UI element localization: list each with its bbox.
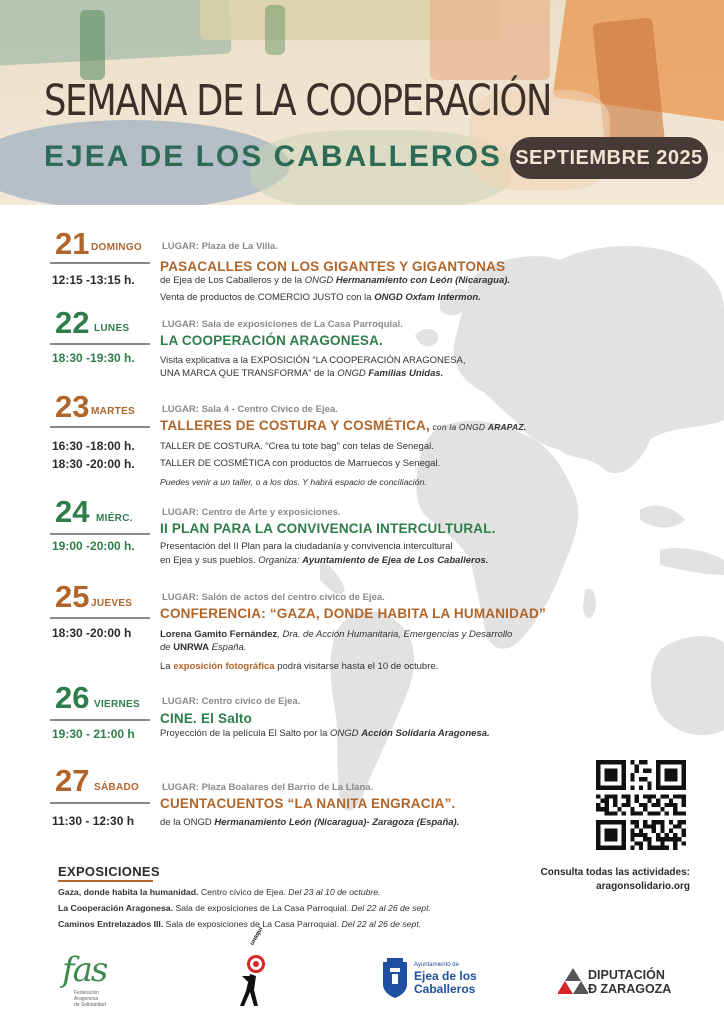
shield-icon bbox=[382, 958, 408, 998]
ayuntamiento-logo bbox=[382, 956, 502, 1006]
unaqui-logo-icon bbox=[228, 946, 278, 1008]
desc-text: Venta de productos de COMERCIO JUSTO con la bbox=[160, 292, 375, 303]
desc-org: ARAPAZ. bbox=[487, 422, 527, 432]
event-location: LUGAR: Sala de exposiciones de La Casa Parroquial. bbox=[162, 319, 403, 330]
event-location: LUGAR: Centro de Arte y exposiciones. bbox=[162, 507, 341, 518]
event-description bbox=[160, 554, 488, 567]
ayto-name-line: Caballeros bbox=[414, 982, 476, 996]
event-title: CONFERENCIA: “GAZA, DONDE HABITA LA HUMANIDAD” bbox=[160, 606, 546, 621]
expo-name: La Cooperación Aragonesa. bbox=[58, 903, 174, 913]
event-day-number: 21 bbox=[55, 226, 90, 261]
expo-place: Centro cívico de Ejea. bbox=[198, 887, 289, 897]
ayto-small-text: Ayuntamiento de bbox=[414, 962, 459, 968]
consulta-block bbox=[541, 866, 691, 894]
consulta-text: Consulta todas las actividades: bbox=[540, 867, 690, 878]
expo-place: Sala de exposiciones de La Casa Parroquial. bbox=[163, 919, 342, 929]
event-title: PASACALLES CON LOS GIGANTES Y GIGANTONAS bbox=[160, 259, 506, 274]
event-time: 19:00 -20:00 h. bbox=[52, 539, 135, 553]
desc-org: Ayuntamiento de Ejea de Los Caballeros. bbox=[302, 555, 489, 566]
event-time: 18:30 -19:30 h. bbox=[52, 351, 135, 365]
expo-dates: Del 22 al 26 de sept. bbox=[341, 919, 422, 929]
diputacion-line: DIPUTACIÓN bbox=[588, 968, 665, 982]
expo-dates: Del 23 al 10 de octubre. bbox=[288, 887, 381, 897]
event-description bbox=[160, 660, 438, 673]
ayto-name bbox=[414, 970, 477, 996]
divider bbox=[50, 617, 150, 619]
event-description: Visita explicativa a la EXPOSICIÓN “LA COOPERACIÓN ARAGONESA, bbox=[160, 355, 466, 366]
event-title-text: TALLERES DE COSTURA Y COSMÉTICA, bbox=[160, 418, 430, 433]
triangles-icon bbox=[558, 966, 588, 996]
event-day-number: 26 bbox=[55, 680, 90, 715]
expo-item bbox=[58, 919, 421, 929]
fas-caption-line: Federación bbox=[74, 990, 100, 996]
divider bbox=[58, 880, 153, 882]
diputacion-line: Ð ZARAGOZA bbox=[588, 982, 672, 996]
event-day-name: MIÉRC. bbox=[96, 513, 133, 524]
event-location: LUGAR: Salón de actos del centro cívico de Ejea. bbox=[162, 592, 385, 603]
unaqui-logo-text: unaquí bbox=[249, 926, 265, 947]
event-day-name: MARTES bbox=[91, 406, 136, 417]
event-time: 18:30 -20:00 h bbox=[52, 626, 132, 640]
event-day-number: 27 bbox=[55, 763, 90, 798]
event-location: LUGAR: Plaza de La Villa. bbox=[162, 241, 278, 252]
event-title: CUENTACUENTOS “LA NANITA ENGRACIA”. bbox=[160, 796, 456, 811]
event-description: TALLER DE COSMÉTICA con productos de Marruecos y Senegal. bbox=[160, 458, 441, 469]
speaker-name: Lorena Gamito Fernández bbox=[160, 629, 278, 640]
event-day-name: SÁBADO bbox=[94, 782, 140, 793]
page-subtitle: EJEA DE LOS CABALLEROS bbox=[44, 140, 502, 173]
desc-org: Hermanamiento León (Nicaragua)- Zaragoza (España). bbox=[214, 817, 460, 828]
header-banner bbox=[0, 0, 724, 205]
divider bbox=[50, 262, 150, 264]
desc-org: Acción Solidaria Aragonesa. bbox=[361, 728, 490, 739]
event-description bbox=[160, 641, 246, 654]
divider bbox=[50, 719, 150, 721]
desc-text: , Dra. de Acción Humanitaria, Emergencias y Desarrollo bbox=[277, 629, 513, 640]
event-title: LA COOPERACIÓN ARAGONESA. bbox=[160, 333, 384, 348]
paint-stroke bbox=[265, 5, 285, 55]
desc-text: de Ejea de Los Caballeros y de la bbox=[160, 275, 305, 286]
desc-text: La bbox=[160, 661, 174, 672]
event-time: 18:30 -20:00 h. bbox=[52, 457, 135, 471]
event-description: TALLER DE COSTURA. “Crea tu tote bag” con telas de Senegal. bbox=[160, 441, 434, 452]
diputacion-logo bbox=[558, 966, 688, 1000]
diputacion-text bbox=[588, 968, 671, 996]
event-note: Puedes venir a un taller, o a los dos. Y habrá espacio de conciliación. bbox=[160, 477, 427, 487]
expo-name: Caminos Entrelazados III. bbox=[58, 919, 164, 929]
highlight-text: exposición fotográfica bbox=[173, 661, 275, 672]
page-title: SEMANA DE LA COOPERACIÓN bbox=[44, 76, 552, 126]
divider bbox=[50, 802, 150, 804]
event-day-name: VIERNES bbox=[94, 699, 141, 710]
desc-text: España. bbox=[208, 642, 247, 653]
event-title: II PLAN PARA LA CONVIVENCIA INTERCULTURAL. bbox=[160, 521, 496, 536]
exposiciones-heading: EXPOSICIONES bbox=[58, 864, 160, 879]
website-link[interactable]: aragonsolidario.org bbox=[596, 881, 690, 892]
event-location: LUGAR: Plaza Boalares del Barrio de La Llana. bbox=[162, 782, 374, 793]
fas-caption-line: Aragonesa bbox=[74, 996, 99, 1002]
unaqui-logo bbox=[228, 926, 278, 1008]
event-title-suffix: con la ONGD bbox=[429, 422, 488, 432]
event-day-name: JUEVES bbox=[91, 598, 133, 609]
event-day-number: 25 bbox=[55, 579, 90, 614]
desc-org: UNRWA bbox=[173, 642, 209, 653]
expo-place: Sala de exposiciones de La Casa Parroquial. bbox=[173, 903, 352, 913]
desc-text: UNA MARCA QUE TRANSFORMA” de la bbox=[160, 368, 338, 379]
fas-logo bbox=[62, 950, 106, 1008]
expo-item bbox=[58, 887, 381, 897]
fas-logo-caption bbox=[74, 990, 106, 1008]
paint-stroke bbox=[80, 10, 105, 80]
event-location: LUGAR: Sala 4 - Centro Cívico de Ejea. bbox=[162, 404, 338, 415]
date-badge: SEPTIEMBRE 2025 bbox=[510, 137, 708, 179]
event-day-name: LUNES bbox=[94, 323, 130, 334]
qr-code[interactable] bbox=[596, 760, 686, 850]
event-description: Presentación del II Plan para la ciudadanía y convivencia intercultural bbox=[160, 541, 453, 552]
event-location: LUGAR: Centro cívico de Ejea. bbox=[162, 696, 301, 707]
desc-org: Familias Unidas. bbox=[368, 368, 444, 379]
expo-item bbox=[58, 903, 431, 913]
event-description bbox=[160, 291, 481, 304]
desc-text: podrá visitarse hasta el 10 de octubre. bbox=[274, 661, 439, 672]
expo-name: Gaza, donde habita la humanidad. bbox=[58, 887, 199, 897]
desc-org: Hermanamiento con León (Nicaragua). bbox=[335, 275, 511, 286]
event-day-number: 22 bbox=[55, 305, 90, 340]
ayto-name-line: Ejea de los bbox=[414, 969, 477, 983]
divider bbox=[50, 533, 150, 535]
event-day-name: DOMINGO bbox=[91, 242, 142, 253]
event-time: 19:30 - 21:00 h bbox=[52, 727, 135, 741]
desc-text: ONGD bbox=[337, 368, 369, 379]
event-time: 12:15 -13:15 h. bbox=[52, 273, 135, 287]
desc-text: de bbox=[160, 642, 174, 653]
event-time: 16:30 -18:00 h. bbox=[52, 439, 135, 453]
event-day-number: 24 bbox=[55, 494, 90, 529]
event-title: CINE. El Salto bbox=[160, 711, 253, 726]
paint-stroke bbox=[430, 0, 550, 80]
desc-org: ONGD Oxfam Intermon. bbox=[374, 292, 481, 303]
divider bbox=[50, 343, 150, 345]
desc-text: de la ONGD bbox=[160, 817, 215, 828]
expo-dates: Del 22 al 26 de sept. bbox=[351, 903, 431, 913]
event-description bbox=[160, 816, 459, 829]
fas-logo-text: fas bbox=[62, 950, 107, 990]
event-description bbox=[160, 274, 510, 287]
desc-text: ONGD bbox=[304, 275, 336, 286]
event-time: 11:30 - 12:30 h bbox=[52, 814, 135, 828]
event-description bbox=[160, 367, 443, 380]
event-title bbox=[160, 418, 526, 433]
divider bbox=[50, 426, 150, 428]
event-day-number: 23 bbox=[55, 389, 90, 424]
event-description bbox=[160, 628, 512, 641]
event-description bbox=[160, 727, 490, 740]
desc-text: en Ejea y sus pueblos. bbox=[160, 555, 259, 566]
fas-caption-line: de Solidaridad bbox=[74, 1002, 106, 1008]
paint-stroke bbox=[0, 0, 232, 66]
desc-text: ONGD bbox=[330, 728, 362, 739]
desc-text: Proyección de la película El Salto por la bbox=[160, 728, 331, 739]
desc-text: Organiza: bbox=[258, 555, 303, 566]
